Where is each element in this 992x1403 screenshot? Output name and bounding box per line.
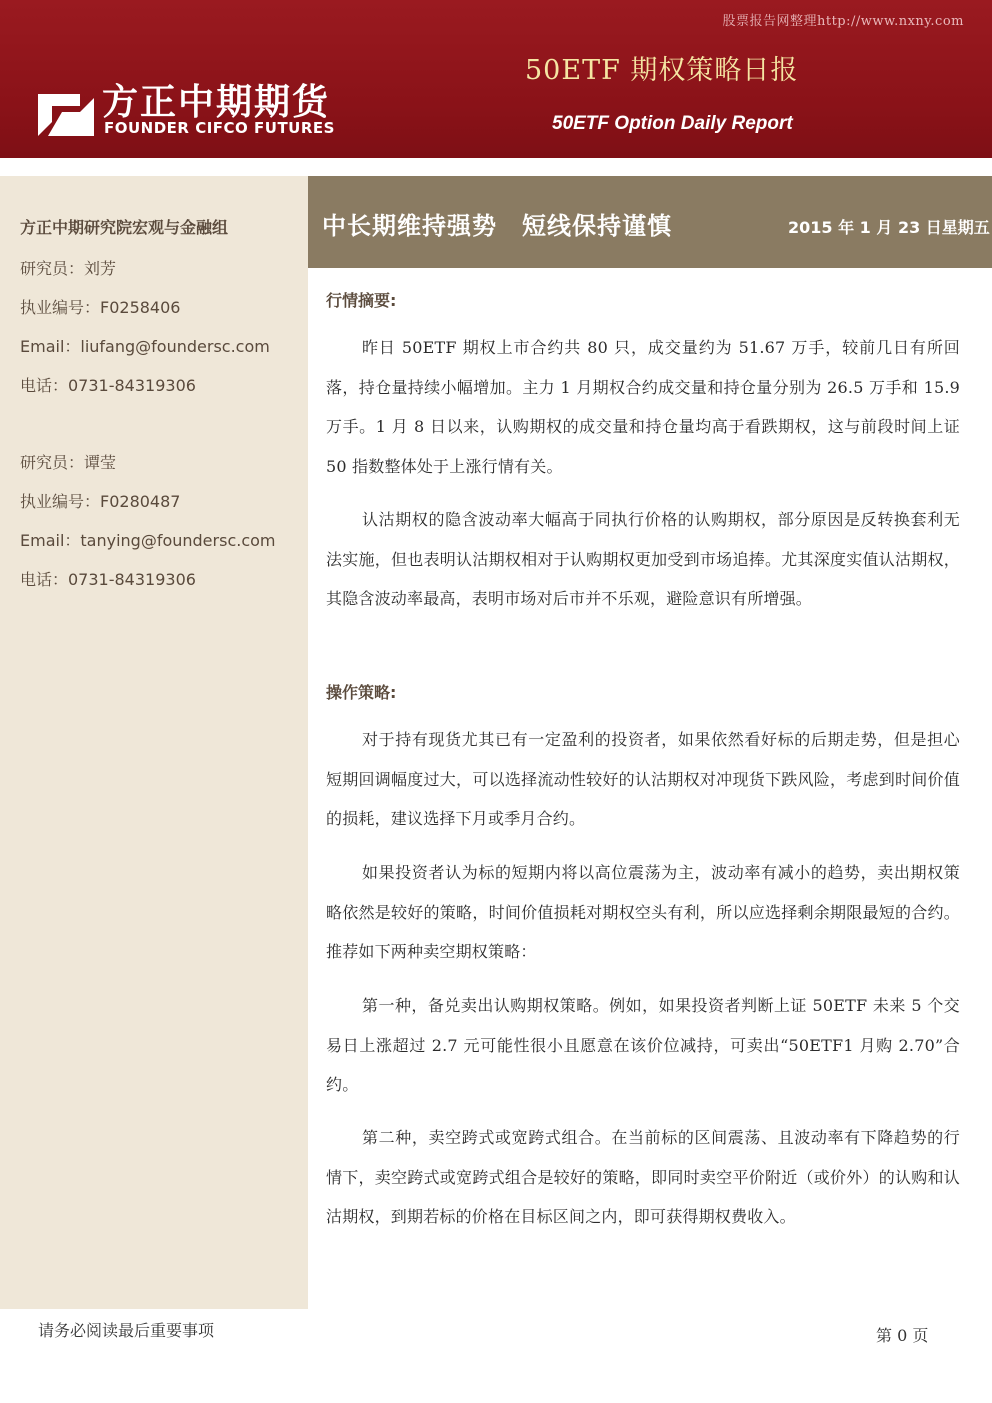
report-headline: 中长期维持强势 短线保持谨慎 bbox=[322, 212, 672, 240]
analyst-cert-number: 执业编号：F0280487 bbox=[20, 492, 181, 511]
summary-paragraph: 昨日 50ETF 期权上市合约共 80 只，成交量约为 51.67 万手，较前几日有所回落，持仓量持续小幅增加。主力 1 月期权合约成交量和持仓量分别为 26.5 万手和 15.9 万手。1 月 8 日以来，认购期权的成交量和持仓量均高于看跌期权，这与前段时间上证 50 指数整体处于上涨行情有关。 bbox=[326, 338, 960, 476]
watermark-text: 股票报告网整理http://www.nxny.com bbox=[722, 14, 964, 29]
strategy-paragraph: 如果投资者认为标的短期内将以高位震荡为主，波动率有减小的趋势，卖出期权策略依然是较好的策略，时间价值损耗对期权空头有利，所以应选择剩余期限最短的合约。推荐如下两种卖空期权策略： bbox=[326, 863, 960, 961]
founder-logo-icon bbox=[38, 80, 94, 136]
analyst-name: 研究员：谭莹 bbox=[20, 453, 117, 472]
strategy-heading: 操作策略: bbox=[326, 683, 397, 702]
logo-chinese-name: 方正中期期货 bbox=[102, 82, 331, 123]
footer-notice: 请务必阅读最后重要事项 bbox=[38, 1321, 215, 1340]
header-divider bbox=[0, 158, 992, 176]
report-date: 2015 年 1 月 23 日星期五 bbox=[788, 218, 990, 237]
strategy-paragraph: 第二种，卖空跨式或宽跨式组合。在当前标的区间震荡、且波动率有下降趋势的行情下，卖空跨式或宽跨式组合是较好的策略，即同时卖空平价附近（或价外）的认购和认沽期权，到期若标的价格在目标区间之内，即可获得期权费收入。 bbox=[326, 1128, 960, 1226]
analyst-name: 研究员：刘芳 bbox=[20, 259, 117, 278]
analyst-phone: 电话：0731-84319306 bbox=[20, 376, 196, 395]
analyst-cert-number: 执业编号：F0258406 bbox=[20, 298, 181, 317]
summary-paragraph: 认沽期权的隐含波动率大幅高于同执行价格的认购期权，部分原因是反转换套利无法实施，但也表明认沽期权相对于认购期权更加受到市场追捧。尤其深度实值认沽期权，其隐含波动率最高，表明市场对后市并不乐观，避险意识有所增强。 bbox=[326, 510, 960, 608]
summary-heading: 行情摘要: bbox=[326, 291, 397, 310]
sidebar-department: 方正中期研究院宏观与金融组 bbox=[20, 218, 229, 237]
report-title: 50ETF 期权策略日报 bbox=[525, 55, 799, 86]
analyst-email[interactable]: Email：liufang@foundersc.com bbox=[20, 337, 270, 356]
analyst-phone: 电话：0731-84319306 bbox=[20, 570, 196, 589]
analyst-email[interactable]: Email：tanying@foundersc.com bbox=[20, 531, 276, 550]
logo-english-name: FOUNDER CIFCO FUTURES bbox=[104, 119, 335, 137]
report-subtitle: 50ETF Option Daily Report bbox=[552, 113, 793, 134]
page-number: 第 0 页 bbox=[876, 1326, 929, 1345]
strategy-paragraph: 第一种，备兑卖出认购期权策略。例如，如果投资者判断上证 50ETF 未来 5 个交易日上涨超过 2.7 元可能性很小且愿意在该价位减持，可卖出“50ETF1 月购 2.70”合约。 bbox=[326, 996, 960, 1094]
strategy-paragraph: 对于持有现货尤其已有一定盈利的投资者，如果依然看好标的后期走势，但是担心短期回调幅度过大，可以选择流动性较好的认沽期权对冲现货下跌风险，考虑到时间价值的损耗，建议选择下月或季月合约。 bbox=[326, 730, 960, 828]
